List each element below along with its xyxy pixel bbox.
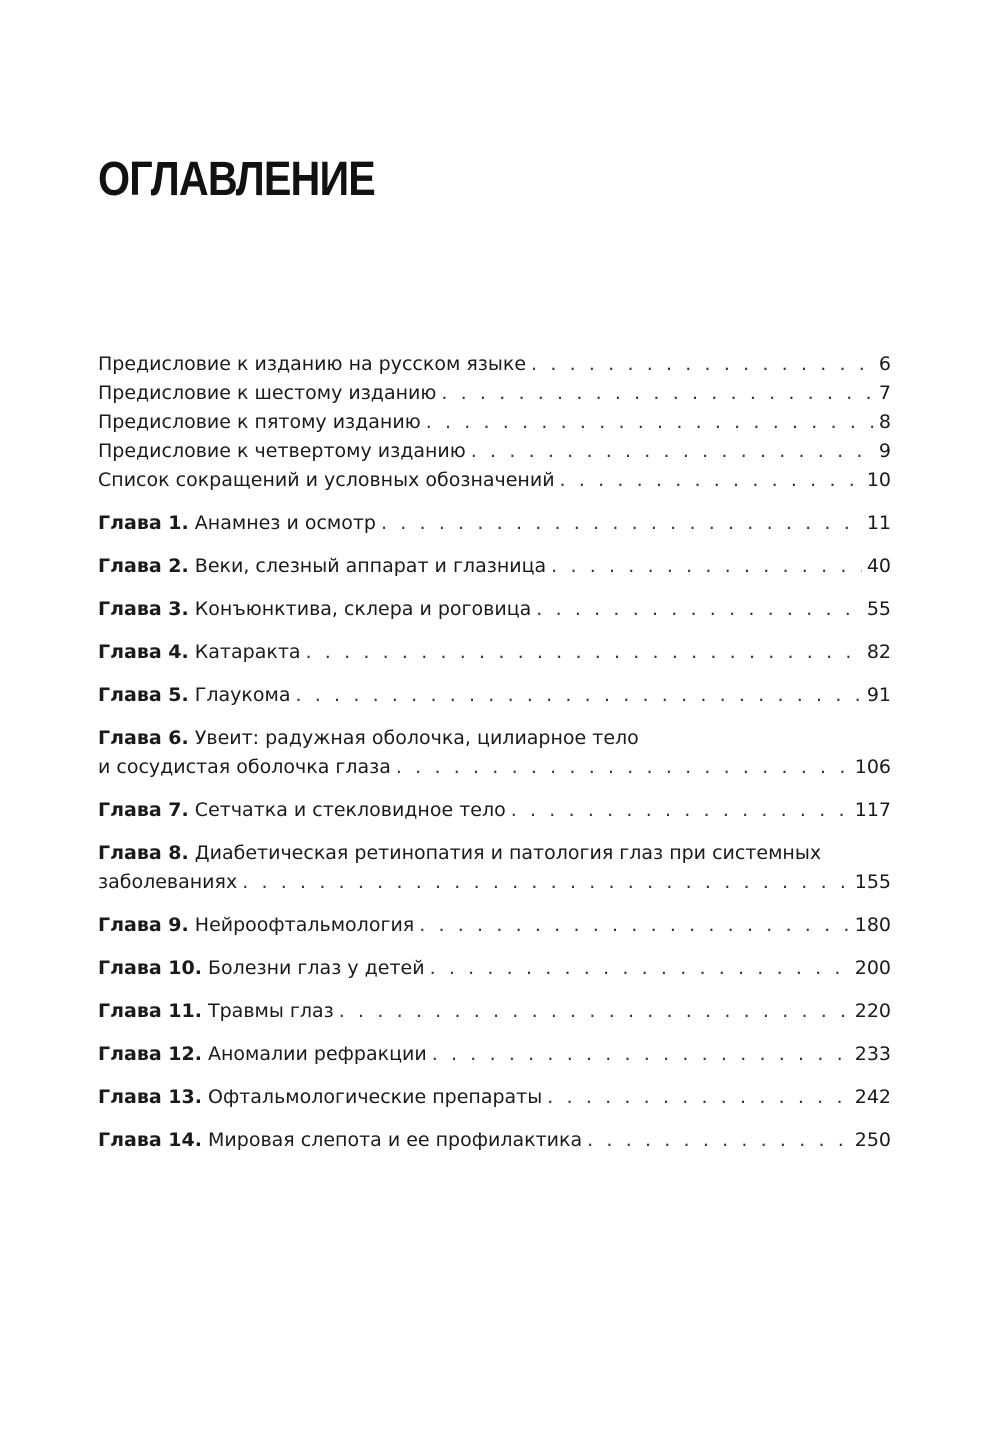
dot-leader bbox=[560, 466, 862, 495]
chapter-number: Глава 8. bbox=[98, 842, 189, 864]
dot-leader bbox=[551, 552, 862, 581]
dot-leader bbox=[536, 595, 862, 624]
page-number: 155 bbox=[854, 871, 891, 893]
entry-title: Предисловие к шестому изданию bbox=[98, 382, 437, 404]
toc-entry[interactable] bbox=[98, 1040, 891, 1069]
dot-leader bbox=[426, 408, 874, 437]
page-number: 9 bbox=[878, 440, 891, 462]
page-number: 106 bbox=[854, 756, 891, 778]
entry-title: Травмы глаз bbox=[208, 1000, 334, 1022]
toc-entry[interactable] bbox=[98, 954, 891, 983]
entry-title: Глаукома bbox=[194, 684, 291, 706]
entry-title: Офтальмологические препараты bbox=[208, 1086, 543, 1108]
dot-leader bbox=[339, 997, 850, 1026]
entry-title: Список сокращений и условных обозначений bbox=[98, 469, 555, 491]
dot-leader bbox=[547, 1083, 849, 1112]
page-number: 8 bbox=[878, 411, 891, 433]
dot-leader bbox=[471, 437, 874, 466]
dot-leader bbox=[242, 868, 850, 897]
entry-title: Увеит: радужная оболочка, цилиарное тело bbox=[194, 727, 639, 749]
entry-title: Болезни глаз у детей bbox=[208, 957, 425, 979]
chapter-number: Глава 9. bbox=[98, 914, 189, 936]
toc-entry[interactable] bbox=[98, 350, 891, 379]
page-number: 242 bbox=[854, 1086, 891, 1108]
dot-leader bbox=[396, 753, 850, 782]
dot-leader bbox=[306, 638, 862, 667]
dot-leader bbox=[381, 509, 862, 538]
page-title: ОГЛАВЛЕНИЕ bbox=[98, 153, 375, 206]
toc-entry[interactable] bbox=[98, 466, 891, 495]
chapter-number: Глава 12. bbox=[98, 1043, 202, 1065]
page-number: 6 bbox=[878, 353, 891, 375]
entry-title: Аномалии рефракции bbox=[208, 1043, 427, 1065]
page-number: 11 bbox=[866, 512, 891, 534]
page-number: 55 bbox=[866, 598, 891, 620]
toc-entry[interactable] bbox=[98, 595, 891, 624]
toc-entry[interactable] bbox=[98, 724, 891, 782]
page-number: 200 bbox=[854, 957, 891, 979]
entry-title: Веки, слезный аппарат и глазница bbox=[194, 555, 547, 577]
entry-title: и сосудистая оболочка глаза bbox=[98, 756, 391, 778]
entry-title: Диабетическая ретинопатия и патология глаз при системных bbox=[194, 842, 822, 864]
chapter-number: Глава 4. bbox=[98, 641, 189, 663]
dot-leader bbox=[441, 379, 874, 408]
chapter-number: Глава 7. bbox=[98, 799, 189, 821]
toc-entry[interactable] bbox=[98, 379, 891, 408]
chapter-number: Глава 6. bbox=[98, 727, 189, 749]
toc-entry[interactable] bbox=[98, 1126, 891, 1155]
chapter-number: Глава 1. bbox=[98, 512, 189, 534]
entry-title: заболеваниях bbox=[98, 871, 238, 893]
toc-entry[interactable] bbox=[98, 1083, 891, 1112]
page-number: 40 bbox=[866, 555, 891, 577]
toc-entry[interactable] bbox=[98, 552, 891, 581]
dot-leader bbox=[419, 911, 850, 940]
entry-title: Сетчатка и стекловидное тело bbox=[194, 799, 506, 821]
page-number: 91 bbox=[866, 684, 891, 706]
toc-entry[interactable] bbox=[98, 839, 891, 897]
dot-leader bbox=[432, 1040, 850, 1069]
entry-title: Предисловие к изданию на русском языке bbox=[98, 353, 527, 375]
toc-entry[interactable] bbox=[98, 997, 891, 1026]
toc-entry[interactable] bbox=[98, 437, 891, 466]
chapter-number: Глава 10. bbox=[98, 957, 202, 979]
dot-leader bbox=[430, 954, 850, 983]
chapter-number: Глава 3. bbox=[98, 598, 189, 620]
dot-leader bbox=[511, 796, 850, 825]
entry-title: Катаракта bbox=[194, 641, 301, 663]
toc-entry[interactable] bbox=[98, 509, 891, 538]
page-number: 10 bbox=[866, 469, 891, 491]
page-number: 82 bbox=[866, 641, 891, 663]
toc-entry[interactable] bbox=[98, 796, 891, 825]
page-number: 7 bbox=[878, 382, 891, 404]
entry-title: Предисловие к пятому изданию bbox=[98, 411, 421, 433]
toc-entry[interactable] bbox=[98, 911, 891, 940]
toc-entry[interactable] bbox=[98, 681, 891, 710]
table-of-contents bbox=[98, 350, 891, 1155]
entry-title: Мировая слепота и ее профилактика bbox=[208, 1129, 583, 1151]
page-number: 250 bbox=[854, 1129, 891, 1151]
toc-entry[interactable] bbox=[98, 408, 891, 437]
chapter-number: Глава 5. bbox=[98, 684, 189, 706]
entry-title: Предисловие к четвертому изданию bbox=[98, 440, 466, 462]
toc-entry[interactable] bbox=[98, 638, 891, 667]
entry-title: Анамнез и осмотр bbox=[194, 512, 376, 534]
entry-title: Конъюнктива, склера и роговица bbox=[194, 598, 532, 620]
dot-leader bbox=[296, 681, 862, 710]
page-number: 117 bbox=[854, 799, 891, 821]
dot-leader bbox=[531, 350, 874, 379]
chapter-number: Глава 13. bbox=[98, 1086, 202, 1108]
page-number: 220 bbox=[854, 1000, 891, 1022]
chapter-number: Глава 11. bbox=[98, 1000, 202, 1022]
dot-leader bbox=[587, 1126, 850, 1155]
page-number: 233 bbox=[854, 1043, 891, 1065]
chapter-number: Глава 14. bbox=[98, 1129, 202, 1151]
entry-title: Нейроофтальмология bbox=[194, 914, 415, 936]
chapter-number: Глава 2. bbox=[98, 555, 189, 577]
page-number: 180 bbox=[854, 914, 891, 936]
